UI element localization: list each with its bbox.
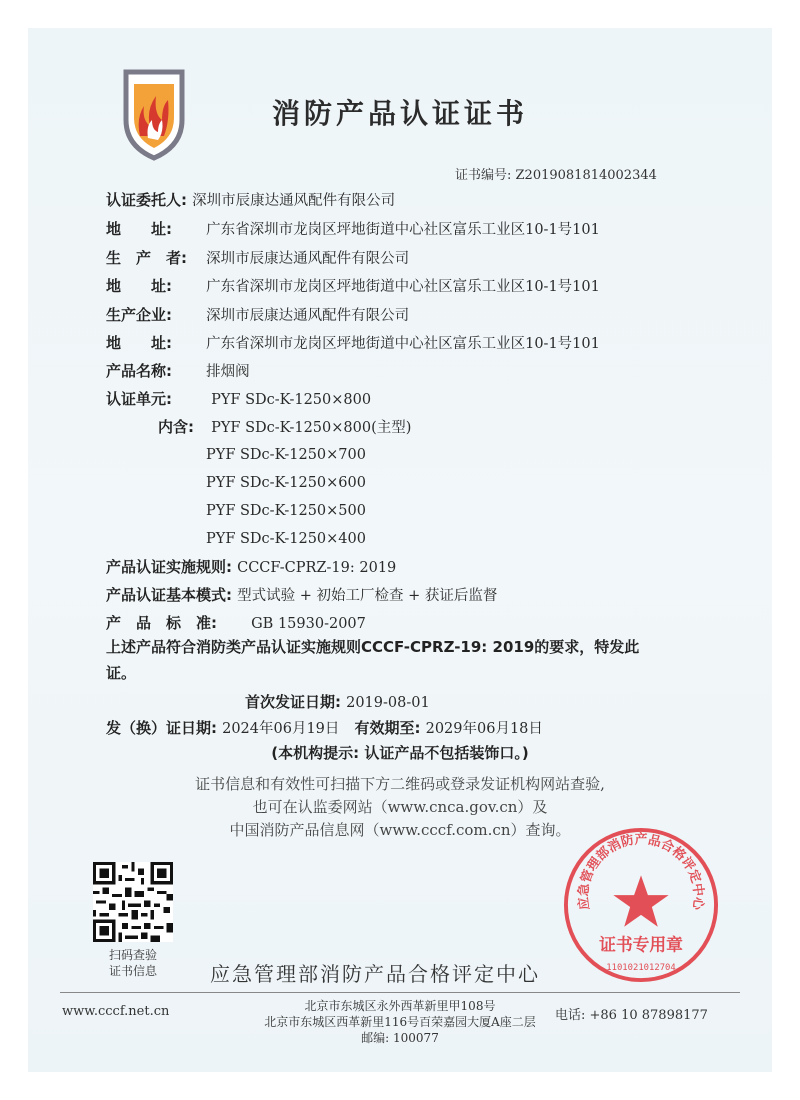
producer-value: 深圳市辰康达通风配件有限公司	[206, 251, 410, 267]
address-value-1: 广东省深圳市龙岗区坪地街道中心社区富乐工业区10-1号101	[206, 222, 600, 238]
qr-caption-line-2: 证书信息	[108, 964, 157, 978]
issue-date-value: 2024年06月19日	[222, 721, 340, 737]
mode-value: 型式试验 + 初始工厂检查 + 获证后监督	[237, 588, 498, 604]
first-issue-value: 2019-08-01	[346, 695, 430, 711]
svg-text:应急管理部消防产品合格评定中心: 应急管理部消防产品合格评定中心	[576, 832, 706, 911]
footer-website[interactable]: www.cccf.net.cn	[62, 1004, 170, 1019]
rules-row	[106, 555, 396, 579]
unit-value: PYF SDc-K-1250×800	[211, 392, 372, 408]
svg-text:1101021012704: 1101021012704	[606, 963, 676, 974]
address-row-1	[106, 217, 600, 241]
factory-label: 生产企业:	[106, 306, 172, 324]
verify-line-1: 证书信息和有效性可扫描下方二维码或登录发证机构网站查验,	[195, 775, 605, 793]
standard-label: 产 品 标 准:	[106, 614, 217, 632]
contains-row	[158, 415, 411, 439]
address-label-1: 地 址:	[106, 220, 172, 238]
footer-address-2: 北京市东城区西革新里116号百荣嘉园大厦A座二层	[264, 1015, 536, 1029]
factory-value: 深圳市辰康达通风配件有限公司	[206, 308, 410, 324]
official-seal	[562, 826, 720, 984]
verify-line-2: 也可在认监委网站（www.cnca.gov.cn）及	[252, 798, 548, 816]
conformity-statement: 上述产品符合消防类产品认证实施规则CCCF-CPRZ-19: 2019的要求，特发此证。	[106, 638, 640, 682]
product-value: 排烟阀	[206, 364, 250, 380]
footer-phone: 电话: +86 10 87898177	[555, 1008, 708, 1023]
mode-label: 产品认证基本模式:	[106, 586, 232, 604]
model-item: PYF SDc-K-1250×500	[206, 503, 366, 519]
client-row	[106, 188, 395, 212]
first-issue-label: 首次发证日期:	[245, 693, 341, 711]
model-item: PYF SDc-K-1250×600	[206, 475, 366, 491]
address-row-2	[106, 274, 600, 298]
unit-row	[106, 387, 371, 411]
first-issue-row	[245, 690, 430, 714]
footer-address-1: 北京市东城区永外西革新里甲108号	[304, 999, 496, 1013]
issue-date-label: 发（换）证日期:	[106, 719, 217, 737]
footer-postcode: 邮编: 100077	[361, 1031, 439, 1045]
producer-row	[106, 246, 409, 270]
mode-row	[106, 583, 497, 607]
contains-label: 内含:	[158, 418, 194, 436]
address-value-2: 广东省深圳市龙岗区坪地街道中心社区富乐工业区10-1号101	[206, 279, 600, 295]
standard-value: GB 15930-2007	[251, 616, 366, 632]
address-label-3: 地 址:	[106, 334, 172, 352]
agency-notice: (本机构提示: 认证产品不包括装饰口。)	[271, 744, 529, 762]
rules-label: 产品认证实施规则:	[106, 558, 232, 576]
qr-caption-line-1: 扫码查验	[108, 948, 157, 962]
issuing-organization: 应急管理部消防产品合格评定中心	[210, 962, 540, 986]
model-item: PYF SDc-K-1250×700	[206, 447, 366, 463]
certificate-number: 证书编号: Z2019081814002344	[455, 168, 657, 183]
address-value-3: 广东省深圳市龙岗区坪地街道中心社区富乐工业区10-1号101	[206, 336, 600, 352]
issue-date-row	[106, 716, 543, 740]
svg-text:证书专用章: 证书专用章	[599, 934, 683, 955]
address-label-2: 地 址:	[106, 277, 172, 295]
model-item: PYF SDc-K-1250×800(主型)	[211, 420, 412, 436]
model-item: PYF SDc-K-1250×400	[206, 531, 366, 547]
footer-divider	[60, 992, 740, 993]
unit-label: 认证单元:	[106, 390, 172, 408]
certificate-title: 消防产品认证证书	[271, 97, 528, 130]
client-value: 深圳市辰康达通风配件有限公司	[192, 193, 396, 209]
product-label: 产品名称:	[106, 362, 172, 380]
factory-row	[106, 303, 409, 327]
valid-until-value: 2029年06月18日	[425, 721, 543, 737]
product-row	[106, 359, 250, 383]
client-label: 认证委托人:	[106, 191, 187, 209]
rules-value: CCCF-CPRZ-19: 2019	[237, 560, 397, 576]
qr-code[interactable]	[93, 862, 173, 942]
valid-until-label: 有效期至:	[354, 719, 421, 737]
standard-row	[106, 611, 366, 635]
producer-label: 生 产 者:	[106, 249, 187, 267]
address-row-3	[106, 331, 600, 355]
verify-line-3: 中国消防产品信息网（www.cccf.com.cn）查询。	[229, 821, 571, 839]
